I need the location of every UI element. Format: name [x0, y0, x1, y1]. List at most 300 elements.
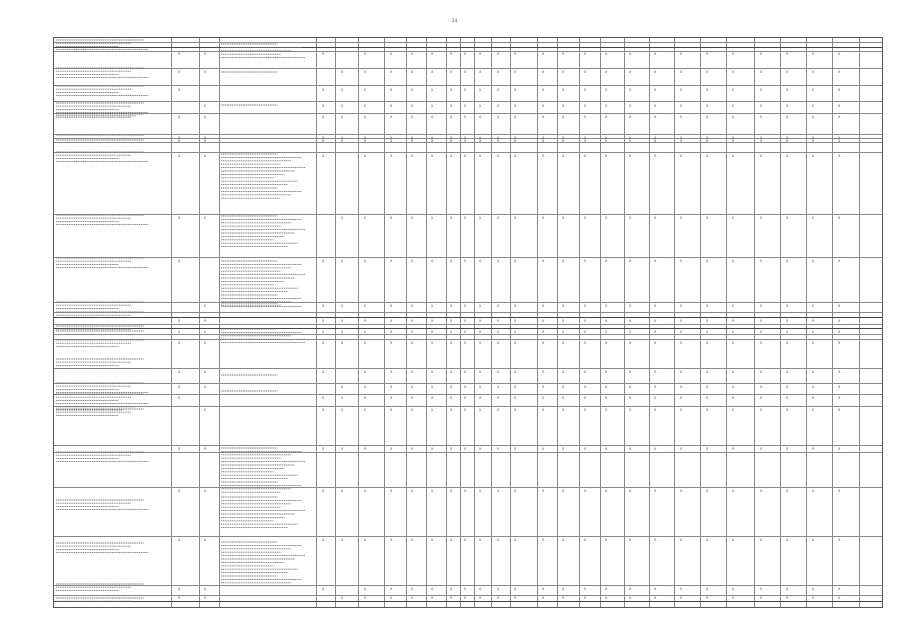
cell-mark: X: [431, 330, 434, 334]
cell-mark: X: [786, 319, 789, 323]
cell-mark: X: [464, 596, 467, 600]
cell-mark: X: [812, 396, 815, 400]
cell-mark: X: [390, 489, 393, 493]
cell-mark: X: [341, 104, 344, 108]
table-column-divider: [674, 38, 675, 607]
cell-mark: X: [464, 115, 467, 119]
cell-mark: X: [514, 596, 517, 600]
cell-mark: X: [786, 385, 789, 389]
cell-mark: X: [838, 596, 841, 600]
table-column-divider: [726, 38, 727, 607]
cell-mark: X: [706, 115, 709, 119]
cell-mark: X: [838, 341, 841, 345]
cell-mark: X: [542, 396, 545, 400]
cell-mark: X: [390, 216, 393, 220]
cell-mark: X: [364, 396, 367, 400]
cell-mark: X: [450, 259, 453, 263]
cell-mark: X: [390, 370, 393, 374]
cell-mark: X: [322, 88, 325, 92]
cell-mark: X: [204, 216, 207, 220]
cell-mark: X: [629, 341, 632, 345]
cell-mark: X: [838, 408, 841, 412]
cell-mark: X: [786, 88, 789, 92]
cell-mark: X: [364, 304, 367, 308]
cell-mark: X: [514, 538, 517, 542]
cell-mark: X: [760, 319, 763, 323]
cell-mark: X: [479, 408, 482, 412]
cell-mark: X: [479, 319, 482, 323]
table-row-divider: [54, 101, 882, 102]
cell-mark: X: [204, 115, 207, 119]
cell-mark: X: [562, 370, 565, 374]
cell-mark: X: [542, 538, 545, 542]
cell-mark: X: [497, 341, 500, 345]
cell-mark: X: [760, 341, 763, 345]
cell-mark: X: [629, 596, 632, 600]
cell-mark: X: [514, 216, 517, 220]
cell-mark: X: [786, 341, 789, 345]
cell-mark: X: [654, 136, 657, 140]
cell-mark: X: [390, 304, 393, 308]
cell-mark: X: [732, 52, 735, 56]
cell-mark: X: [479, 596, 482, 600]
cell-mark: X: [654, 115, 657, 119]
cell-mark: X: [178, 538, 181, 542]
cell-mark: X: [514, 408, 517, 412]
cell-mark: X: [341, 489, 344, 493]
cell-mark: X: [654, 396, 657, 400]
cell-mark: X: [838, 587, 841, 591]
cell-mark: X: [450, 330, 453, 334]
table-column-divider: [219, 38, 220, 607]
cell-mark: X: [680, 136, 683, 140]
cell-mark: X: [411, 587, 414, 591]
cell-mark: X: [431, 341, 434, 345]
cell-mark: X: [605, 447, 608, 451]
cell-mark: X: [390, 139, 393, 143]
table-column-divider: [426, 38, 427, 607]
cell-mark: X: [760, 596, 763, 600]
cell-mark: X: [786, 396, 789, 400]
table-row-divider: [54, 42, 882, 43]
table-column-divider: [406, 38, 407, 607]
cell-mark: X: [411, 259, 414, 263]
cell-mark: X: [629, 587, 632, 591]
cell-mark: X: [411, 139, 414, 143]
cell-mark: X: [178, 330, 181, 334]
cell-mark: X: [760, 408, 763, 412]
cell-mark: X: [450, 304, 453, 308]
cell-mark: X: [542, 154, 545, 158]
cell-mark: X: [542, 408, 545, 412]
cell-mark: X: [562, 216, 565, 220]
cell-mark: X: [680, 341, 683, 345]
cell-mark: X: [178, 216, 181, 220]
cell-mark: X: [812, 587, 815, 591]
cell-mark: X: [760, 70, 763, 74]
cell-mark: X: [680, 154, 683, 158]
cell-mark: X: [605, 587, 608, 591]
cell-mark: X: [450, 115, 453, 119]
cell-mark: X: [605, 596, 608, 600]
cell-mark: X: [605, 154, 608, 158]
cell-mark: X: [364, 104, 367, 108]
cell-mark: X: [654, 70, 657, 74]
cell-mark: X: [178, 489, 181, 493]
table-column-divider: [806, 38, 807, 607]
cell-mark: X: [654, 587, 657, 591]
cell-mark: X: [479, 447, 482, 451]
cell-mark: X: [654, 596, 657, 600]
cell-mark: X: [654, 216, 657, 220]
cell-mark: X: [322, 408, 325, 412]
cell-mark: X: [479, 139, 482, 143]
cell-mark: X: [786, 538, 789, 542]
cell-mark: X: [204, 408, 207, 412]
cell-mark: X: [605, 304, 608, 308]
cell-mark: X: [450, 154, 453, 158]
table-column-divider: [491, 38, 492, 607]
cell-mark: X: [654, 447, 657, 451]
cell-mark: X: [680, 330, 683, 334]
cell-mark: X: [514, 447, 517, 451]
cell-mark: X: [411, 538, 414, 542]
cell-mark: X: [562, 447, 565, 451]
cell-mark: X: [497, 216, 500, 220]
cell-mark: X: [514, 88, 517, 92]
cell-mark: X: [431, 489, 434, 493]
cell-mark: X: [680, 396, 683, 400]
table-row-divider: [54, 302, 882, 303]
cell-mark: X: [760, 330, 763, 334]
cell-mark: X: [390, 104, 393, 108]
cell-mark: X: [431, 154, 434, 158]
cell-mark: X: [450, 88, 453, 92]
cell-mark: X: [654, 538, 657, 542]
cell-mark: X: [629, 115, 632, 119]
cell-mark: X: [706, 52, 709, 56]
cell-mark: X: [838, 52, 841, 56]
cell-mark: X: [838, 259, 841, 263]
cell-mark: X: [812, 385, 815, 389]
cell-mark: X: [786, 587, 789, 591]
cell-mark: X: [629, 370, 632, 374]
cell-mark: X: [706, 370, 709, 374]
cell-mark: X: [629, 330, 632, 334]
cell-mark: X: [431, 139, 434, 143]
cell-mark: X: [654, 304, 657, 308]
cell-mark: X: [497, 115, 500, 119]
cell-mark: X: [706, 385, 709, 389]
cell-mark: X: [364, 88, 367, 92]
cell-mark: X: [706, 408, 709, 412]
cell-mark: X: [411, 115, 414, 119]
cell-mark: X: [431, 52, 434, 56]
table-row-divider: [54, 324, 882, 325]
cell-mark: X: [732, 596, 735, 600]
cell-mark: X: [364, 139, 367, 143]
cell-mark: X: [178, 341, 181, 345]
table-column-divider: [171, 38, 172, 607]
cell-mark: X: [322, 259, 325, 263]
cell-mark: X: [497, 489, 500, 493]
cell-mark: X: [605, 88, 608, 92]
cell-mark: X: [562, 587, 565, 591]
cell-mark: X: [479, 52, 482, 56]
cell-mark: X: [178, 385, 181, 389]
cell-mark: X: [732, 139, 735, 143]
cell-mark: X: [322, 489, 325, 493]
table-row-divider: [54, 113, 882, 114]
cell-mark: X: [390, 154, 393, 158]
cell-mark: X: [411, 385, 414, 389]
table-row-divider: [54, 334, 882, 335]
cell-mark: X: [411, 70, 414, 74]
cell-mark: X: [390, 330, 393, 334]
cell-mark: X: [680, 70, 683, 74]
cell-mark: X: [760, 104, 763, 108]
cell-mark: X: [431, 370, 434, 374]
cell-mark: X: [204, 341, 207, 345]
cell-mark: X: [838, 538, 841, 542]
cell-mark: X: [838, 370, 841, 374]
cell-mark: X: [390, 259, 393, 263]
cell-mark: X: [542, 259, 545, 263]
cell-mark: X: [497, 319, 500, 323]
cell-mark: X: [562, 154, 565, 158]
cell-mark: X: [390, 596, 393, 600]
cell-mark: X: [838, 385, 841, 389]
cell-mark: X: [341, 385, 344, 389]
cell-mark: X: [431, 136, 434, 140]
cell-mark: X: [562, 408, 565, 412]
cell-mark: X: [542, 587, 545, 591]
cell-mark: X: [605, 538, 608, 542]
cell-mark: X: [514, 70, 517, 74]
cell-mark: X: [562, 115, 565, 119]
cell-mark: X: [479, 154, 482, 158]
cell-mark: X: [812, 370, 815, 374]
cell-mark: X: [562, 341, 565, 345]
cell-mark: X: [680, 319, 683, 323]
cell-mark: X: [605, 319, 608, 323]
cell-mark: X: [178, 115, 181, 119]
cell-mark: X: [431, 587, 434, 591]
cell-mark: X: [204, 489, 207, 493]
cell-mark: X: [629, 304, 632, 308]
cell-mark: X: [450, 538, 453, 542]
cell-mark: X: [706, 104, 709, 108]
cell-mark: X: [680, 259, 683, 263]
cell-mark: X: [812, 216, 815, 220]
cell-mark: X: [786, 259, 789, 263]
table-column-divider: [510, 38, 511, 607]
cell-mark: X: [514, 52, 517, 56]
cell-mark: X: [411, 447, 414, 451]
cell-mark: X: [464, 304, 467, 308]
cell-mark: X: [431, 447, 434, 451]
cell-mark: X: [204, 136, 207, 140]
cell-mark: X: [838, 136, 841, 140]
cell-mark: X: [584, 259, 587, 263]
cell-mark: X: [341, 136, 344, 140]
cell-mark: X: [390, 447, 393, 451]
cell-mark: X: [654, 319, 657, 323]
cell-mark: X: [732, 489, 735, 493]
cell-mark: X: [542, 70, 545, 74]
cell-mark: X: [364, 489, 367, 493]
cell-mark: X: [838, 447, 841, 451]
cell-mark: X: [390, 587, 393, 591]
cell-mark: X: [204, 587, 207, 591]
cell-mark: X: [706, 319, 709, 323]
cell-mark: X: [584, 136, 587, 140]
cell-mark: X: [838, 216, 841, 220]
cell-mark: X: [584, 341, 587, 345]
cell-mark: X: [450, 587, 453, 591]
cell-mark: X: [514, 115, 517, 119]
cell-mark: X: [706, 330, 709, 334]
cell-mark: X: [514, 136, 517, 140]
cell-mark: X: [341, 341, 344, 345]
cell-mark: X: [450, 396, 453, 400]
cell-mark: X: [464, 341, 467, 345]
cell-mark: X: [838, 489, 841, 493]
cell-mark: X: [786, 70, 789, 74]
cell-mark: X: [732, 216, 735, 220]
cell-mark: X: [364, 330, 367, 334]
cell-mark: X: [204, 330, 207, 334]
cell-mark: X: [584, 385, 587, 389]
cell-mark: X: [732, 341, 735, 345]
cell-mark: X: [178, 154, 181, 158]
cell-mark: X: [322, 341, 325, 345]
cell-mark: X: [786, 139, 789, 143]
cell-mark: X: [431, 259, 434, 263]
cell-mark: X: [584, 396, 587, 400]
cell-mark: X: [450, 370, 453, 374]
cell-mark: X: [760, 259, 763, 263]
cell-mark: X: [341, 88, 344, 92]
cell-mark: X: [562, 139, 565, 143]
cell-mark: X: [479, 385, 482, 389]
cell-mark: X: [629, 489, 632, 493]
cell-mark: X: [497, 538, 500, 542]
cell-mark: X: [760, 447, 763, 451]
cell-mark: X: [464, 319, 467, 323]
cell-mark: X: [584, 587, 587, 591]
table-row-divider: [54, 394, 882, 395]
cell-mark: X: [411, 88, 414, 92]
cell-mark: X: [584, 115, 587, 119]
cell-mark: X: [390, 52, 393, 56]
cell-mark: X: [706, 88, 709, 92]
cell-mark: X: [786, 115, 789, 119]
cell-mark: X: [654, 88, 657, 92]
cell-mark: X: [178, 447, 181, 451]
cell-mark: X: [542, 139, 545, 143]
cell-mark: X: [322, 447, 325, 451]
cell-mark: X: [322, 154, 325, 158]
table-column-divider: [832, 38, 833, 607]
cell-mark: X: [479, 341, 482, 345]
cell-mark: X: [654, 154, 657, 158]
cell-mark: X: [497, 370, 500, 374]
cell-mark: X: [479, 489, 482, 493]
cell-mark: X: [786, 136, 789, 140]
cell-mark: X: [680, 88, 683, 92]
cell-mark: X: [497, 304, 500, 308]
cell-mark: X: [629, 154, 632, 158]
table-column-divider: [358, 38, 359, 607]
cell-mark: X: [786, 489, 789, 493]
cell-mark: X: [680, 216, 683, 220]
cell-mark: X: [812, 70, 815, 74]
cell-mark: X: [760, 396, 763, 400]
table-row-divider: [54, 445, 882, 446]
cell-mark: X: [838, 70, 841, 74]
cell-mark: X: [464, 70, 467, 74]
cell-mark: X: [514, 370, 517, 374]
cell-mark: X: [680, 489, 683, 493]
cell-mark: X: [364, 52, 367, 56]
cell-mark: X: [497, 52, 500, 56]
cell-mark: X: [204, 385, 207, 389]
cell-mark: X: [364, 408, 367, 412]
cell-mark: X: [680, 139, 683, 143]
cell-mark: X: [178, 259, 181, 263]
cell-mark: X: [364, 136, 367, 140]
cell-mark: X: [680, 385, 683, 389]
cell-mark: X: [680, 408, 683, 412]
cell-mark: X: [464, 489, 467, 493]
cell-mark: X: [706, 341, 709, 345]
cell-mark: X: [464, 587, 467, 591]
cell-mark: X: [364, 538, 367, 542]
cell-mark: X: [464, 538, 467, 542]
cell-mark: X: [341, 304, 344, 308]
cell-mark: X: [497, 154, 500, 158]
cell-mark: X: [204, 139, 207, 143]
cell-mark: X: [629, 104, 632, 108]
cell-mark: X: [514, 330, 517, 334]
cell-mark: X: [605, 489, 608, 493]
cell-mark: X: [760, 216, 763, 220]
cell-mark: X: [629, 319, 632, 323]
cell-mark: X: [497, 259, 500, 263]
cell-mark: X: [654, 330, 657, 334]
cell-mark: X: [514, 341, 517, 345]
cell-mark: X: [584, 154, 587, 158]
cell-mark: X: [629, 385, 632, 389]
cell-mark: X: [204, 370, 207, 374]
cell-mark: X: [322, 370, 325, 374]
cell-mark: X: [654, 408, 657, 412]
table-row-divider: [54, 328, 882, 329]
cell-mark: X: [706, 538, 709, 542]
cell-mark: X: [464, 447, 467, 451]
cell-mark: X: [450, 408, 453, 412]
table-row-divider: [54, 339, 882, 340]
cell-mark: X: [178, 88, 181, 92]
cell-mark: X: [605, 139, 608, 143]
cell-mark: X: [542, 596, 545, 600]
cell-mark: X: [450, 596, 453, 600]
cell-mark: X: [178, 139, 181, 143]
cell-mark: X: [605, 341, 608, 345]
cell-mark: X: [178, 136, 181, 140]
cell-mark: X: [812, 154, 815, 158]
